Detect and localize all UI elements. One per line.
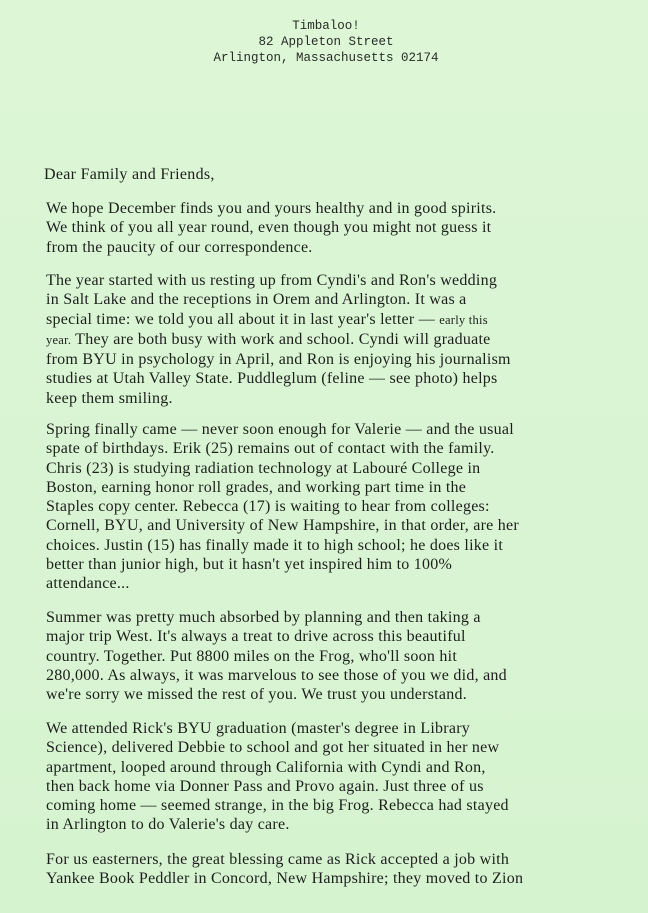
- letterhead: [0, 18, 648, 66]
- paragraph-wedding-small-1: early this: [439, 312, 488, 327]
- paragraph-spring: Spring finally came — never soon enough for Valerie — and the usual spate of birthdays. Erik (25) remains out of contact with the family. Chris (23) is studying radiation technology at Labouré College in Boston, earning honor roll grades, and working part time in the Staples copy center. Rebecca (17) is waiting to hear from colleges: Cornell, BYU, and University of New Hampshire, in that order, are her choices. Justin (15) has finally made it to high school; he does like it better than junior high, but it hasn't yet inspired him to 100% attendance...: [46, 421, 519, 593]
- paragraph-wedding-small-2: year.: [46, 332, 72, 347]
- letterhead-name: Timbaloo!: [292, 19, 360, 33]
- paragraph-wedding-text-b: They are both busy with work and school. Cyndi will graduate from BYU in psychology in April, and Ron is enjoying his journalism studies at Utah Valley State. Puddleglum (feline — see photo) helps keep them smiling.: [46, 330, 511, 407]
- paragraph-greeting: We hope December finds you and yours healthy and in good spirits. We think of you all year round, even though you might not guess it from the paucity of our correspondence.: [46, 200, 497, 256]
- letterhead-street: 82 Appleton Street: [258, 35, 394, 49]
- paragraph-easterners: For us easterners, the great blessing came as Rick accepted a job with Yankee Book Peddler in Concord, New Hampshire; they moved to Zion: [46, 851, 524, 888]
- paragraph-wedding-text-a: The year started with us resting up from Cyndi's and Ron's wedding in Salt Lake and the receptions in Orem and Arlington. It was a special time: we told you all about it in last year's letter —: [46, 272, 498, 328]
- paragraph-summer: Summer was pretty much absorbed by planning and then taking a major trip West. It's always a treat to drive across this beautiful country. Together. Put 8800 miles on the Frog, who'll soon hit 280,000. As always, it was marvelous to see those of you we did, and we're sorry we missed the rest of you. We trust you understand.: [46, 609, 507, 704]
- letterhead-city: Arlington, Massachusetts 02174: [213, 51, 439, 65]
- paragraph-graduation: We attended Rick's BYU graduation (master's degree in Library Science), delivered Debbie to school and got her situated in her new apartment, looped around through California with Cyndi and Ron, then back home via Donner Pass and Provo again. Just three of us coming home — seemed strange, in the big Frog. Rebecca had stayed in Arlington to do Valerie's day care.: [46, 720, 509, 834]
- paragraph-wedding: [46, 271, 621, 408]
- salutation: Dear Family and Friends,: [44, 166, 215, 183]
